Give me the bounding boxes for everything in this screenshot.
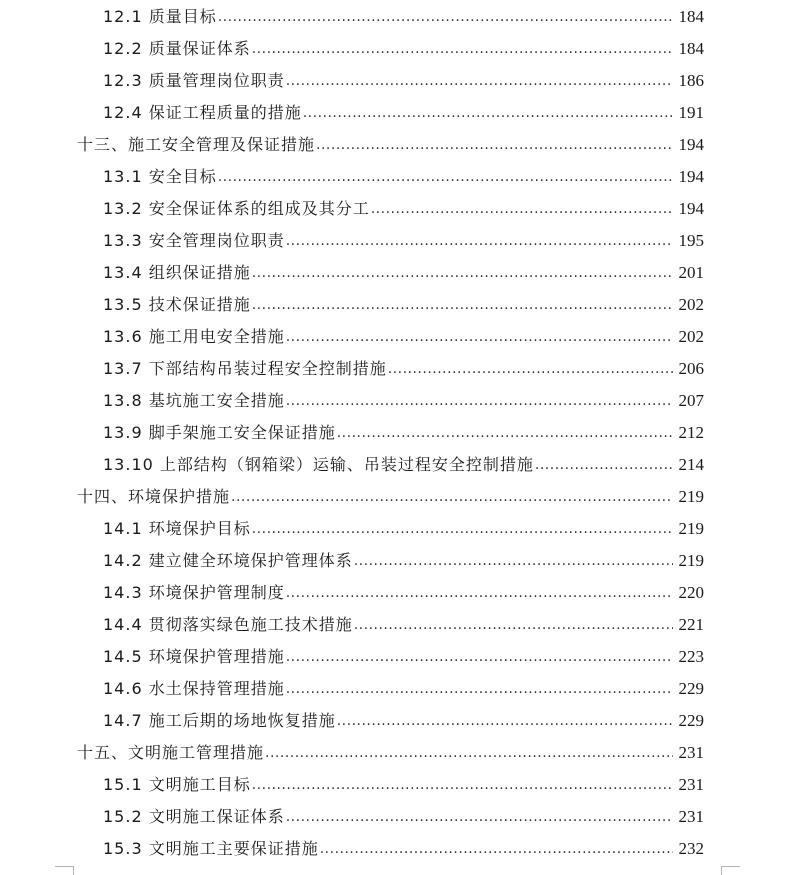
- toc-entry[interactable]: [103, 769, 704, 801]
- toc-entry-title: 12.1 质量目标: [103, 7, 217, 26]
- toc-entry-title: 十五、文明施工管理措施: [77, 743, 265, 762]
- toc-entry[interactable]: [103, 33, 704, 65]
- toc-entry-title: 13.6 施工用电安全措施: [103, 327, 285, 346]
- toc-entry[interactable]: [103, 257, 704, 289]
- toc-dot-leader: [286, 327, 673, 347]
- toc-dot-leader: [252, 39, 673, 59]
- toc-chapter-entry[interactable]: [77, 129, 704, 161]
- toc-entry[interactable]: [103, 193, 704, 225]
- toc-entry[interactable]: [103, 161, 704, 193]
- toc-dot-leader: [354, 551, 673, 571]
- toc-dot-leader: [218, 7, 673, 27]
- toc-dot-leader: [286, 679, 673, 699]
- toc-entry-title: 13.8 基坑施工安全措施: [103, 391, 285, 410]
- toc-entry[interactable]: [103, 353, 704, 385]
- toc-entry-title: 14.7 施工后期的场地恢复措施: [103, 711, 336, 730]
- toc-entry[interactable]: [103, 65, 704, 97]
- toc-page-number: 219: [678, 487, 704, 506]
- toc-entry[interactable]: [103, 577, 704, 609]
- toc-entry[interactable]: [103, 1, 704, 33]
- toc-dot-leader: [286, 807, 673, 827]
- toc-entry[interactable]: [103, 321, 704, 353]
- toc-entry-title: 14.6 水土保持管理措施: [103, 679, 285, 698]
- toc-entry-title: 13.1 安全目标: [103, 167, 217, 186]
- toc-dot-leader: [354, 615, 673, 635]
- toc-page-number: 195: [678, 231, 704, 250]
- toc-entry[interactable]: [103, 673, 704, 705]
- toc-entry-title: 13.10 上部结构（钢箱梁）运输、吊装过程安全控制措施: [103, 455, 534, 474]
- toc-dot-leader: [316, 135, 673, 155]
- toc-entry[interactable]: [103, 417, 704, 449]
- toc-dot-leader: [286, 647, 673, 667]
- toc-entry-title: 14.4 贯彻落实绿色施工技术措施: [103, 615, 353, 634]
- toc-dot-leader: [371, 199, 673, 219]
- toc-entry[interactable]: [103, 609, 704, 641]
- toc-page-number: 231: [678, 743, 704, 762]
- toc-entry-title: 15.2 文明施工保证体系: [103, 807, 285, 826]
- toc-page-number: 201: [678, 263, 704, 282]
- toc-page-number: 221: [678, 615, 704, 634]
- toc-dot-leader: [286, 71, 673, 91]
- toc-entry-title: 13.5 技术保证措施: [103, 295, 251, 314]
- toc-dot-leader: [265, 743, 673, 763]
- toc-entry-title: 12.3 质量管理岗位职责: [103, 71, 285, 90]
- toc-chapter-entry[interactable]: [77, 481, 704, 513]
- toc-page-number: 202: [678, 327, 704, 346]
- toc-entry[interactable]: [103, 97, 704, 129]
- toc-entry-title: 13.9 脚手架施工安全保证措施: [103, 423, 336, 442]
- toc-entry-title: 十四、环境保护措施: [77, 487, 231, 506]
- toc-page-number: 186: [678, 71, 704, 90]
- toc-entry-title: 14.5 环境保护管理措施: [103, 647, 285, 666]
- toc-page-number: 231: [678, 775, 704, 794]
- toc-dot-leader: [252, 263, 673, 283]
- toc-dot-leader: [337, 423, 673, 443]
- toc-entry[interactable]: [103, 801, 704, 833]
- toc-dot-leader: [286, 231, 673, 251]
- toc-entry[interactable]: [103, 449, 704, 481]
- toc-dot-leader: [337, 711, 673, 731]
- toc-entry-title: 15.1 文明施工目标: [103, 775, 251, 794]
- toc-page-number: 229: [678, 679, 704, 698]
- toc-entry-title: 14.1 环境保护目标: [103, 519, 251, 538]
- toc-page-number: 194: [678, 199, 704, 218]
- toc-entry[interactable]: [103, 225, 704, 257]
- toc-page-number: 191: [678, 103, 704, 122]
- toc-entry[interactable]: [103, 385, 704, 417]
- toc-entry-title: 13.7 下部结构吊装过程安全控制措施: [103, 359, 387, 378]
- toc-entry[interactable]: [103, 833, 704, 865]
- toc-entry-title: 15.3 文明施工主要保证措施: [103, 839, 319, 858]
- toc-page-number: 223: [678, 647, 704, 666]
- toc-dot-leader: [286, 391, 673, 411]
- toc-page-number: 219: [678, 551, 704, 570]
- toc-entry-title: 12.4 保证工程质量的措施: [103, 103, 302, 122]
- toc-page-number: 194: [678, 167, 704, 186]
- toc-page-number: 184: [678, 7, 704, 26]
- toc-page-number: 194: [678, 135, 704, 154]
- toc-dot-leader: [286, 583, 673, 603]
- toc-dot-leader: [252, 775, 673, 795]
- toc-entry-title: 14.3 环境保护管理制度: [103, 583, 285, 602]
- toc-page-number: 184: [678, 39, 704, 58]
- toc-page-number: 232: [678, 839, 704, 858]
- toc-entry[interactable]: [103, 641, 704, 673]
- toc-entry[interactable]: [103, 705, 704, 737]
- toc-entry-title: 13.4 组织保证措施: [103, 263, 251, 282]
- toc-entry-title: 14.2 建立健全环境保护管理体系: [103, 551, 353, 570]
- toc-entry-title: 12.2 质量保证体系: [103, 39, 251, 58]
- toc-page-number: 220: [678, 583, 704, 602]
- toc-dot-leader: [320, 839, 673, 859]
- toc-page-number: 212: [678, 423, 704, 442]
- toc-dot-leader: [303, 103, 673, 123]
- toc-dot-leader: [231, 487, 673, 507]
- toc-dot-leader: [252, 295, 673, 315]
- toc-page-number: 214: [678, 455, 704, 474]
- toc-dot-leader: [535, 455, 673, 475]
- toc-entry[interactable]: [103, 545, 704, 577]
- toc-dot-leader: [388, 359, 673, 379]
- toc-dot-leader: [218, 167, 673, 187]
- toc-entry-title: 十三、施工安全管理及保证措施: [77, 135, 316, 154]
- toc-page-number: 206: [678, 359, 704, 378]
- toc-page-number: 229: [678, 711, 704, 730]
- toc-page-number: 219: [678, 519, 704, 538]
- toc-chapter-entry[interactable]: [77, 737, 704, 769]
- toc-page-number: 202: [678, 295, 704, 314]
- toc-entry-title: 13.2 安全保证体系的组成及其分工: [103, 199, 370, 218]
- toc-entry[interactable]: [103, 289, 704, 321]
- toc-page-number: 207: [678, 391, 704, 410]
- toc-entry-title: 13.3 安全管理岗位职责: [103, 231, 285, 250]
- toc-page-number: 231: [678, 807, 704, 826]
- toc-dot-leader: [252, 519, 673, 539]
- toc-entry[interactable]: [103, 513, 704, 545]
